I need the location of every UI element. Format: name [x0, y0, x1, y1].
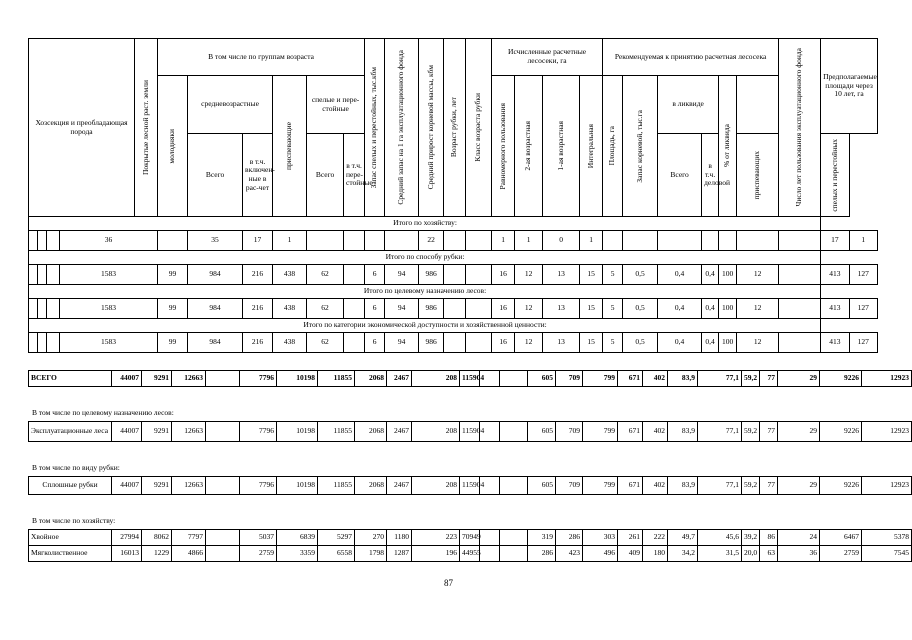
- value-cell: [719, 231, 737, 251]
- value-cell: 9291: [142, 422, 172, 442]
- col-middle-incl: в т.ч. включен-ные в рас-чет: [243, 134, 273, 217]
- value-cell: 1798: [355, 546, 387, 562]
- value-cell: 1: [849, 231, 877, 251]
- value-cell: 208: [412, 371, 460, 387]
- col-rec-liquid: в ликвиде: [658, 76, 719, 134]
- value-cell: [385, 231, 419, 251]
- value-cell: 83,9: [668, 477, 698, 495]
- col-forecast-prerip: приспевающих: [737, 134, 779, 217]
- value-cell: 0,4: [658, 265, 702, 285]
- value-cell: 94: [385, 333, 419, 353]
- value-cell: [500, 422, 528, 442]
- value-cell: 22: [419, 231, 444, 251]
- empty-cell: [38, 265, 47, 285]
- empty-cell: [29, 265, 38, 285]
- value-cell: 409: [618, 546, 643, 562]
- col-years: Число лет пользования эксплуатационного фонда: [779, 39, 821, 217]
- value-cell: 77: [760, 477, 778, 495]
- section-title: Итого по категории экономической доступности и хозяйственной ценности:: [29, 319, 821, 333]
- value-cell: 20,0: [742, 546, 760, 562]
- value-cell: 94: [385, 265, 419, 285]
- value-cell: 77,1: [698, 371, 742, 387]
- value-cell: [466, 231, 492, 251]
- value-cell: 45,6: [698, 530, 742, 546]
- value-cell: [500, 530, 528, 546]
- value-cell: 423: [556, 546, 583, 562]
- value-cell: 413: [821, 299, 849, 319]
- value-cell: 36: [778, 546, 820, 562]
- value-cell: 115904: [460, 371, 480, 387]
- value-cell: 6: [365, 333, 385, 353]
- value-cell: 16013: [112, 546, 142, 562]
- value-cell: 13: [543, 299, 580, 319]
- value-cell: 7796: [240, 477, 277, 495]
- value-cell: 70949: [460, 530, 480, 546]
- section-values-row: [29, 299, 878, 319]
- value-cell: 222: [643, 530, 668, 546]
- col-middle: средневозрастные: [188, 76, 273, 134]
- value-cell: 9226: [820, 422, 862, 442]
- value-cell: 319: [528, 530, 556, 546]
- value-cell: [365, 231, 385, 251]
- value-cell: 1: [492, 231, 515, 251]
- total-label: ВСЕГО: [29, 371, 112, 387]
- value-cell: 0,4: [658, 333, 702, 353]
- total-row: [29, 371, 912, 387]
- value-cell: 2068: [355, 422, 387, 442]
- value-cell: [702, 231, 719, 251]
- cutting-table: [28, 476, 912, 495]
- value-cell: 31,5: [698, 546, 742, 562]
- value-cell: 12663: [172, 477, 206, 495]
- value-cell: 402: [643, 422, 668, 442]
- value-cell: 12: [515, 265, 543, 285]
- value-cell: [500, 371, 528, 387]
- value-cell: [779, 299, 821, 319]
- value-cell: 12663: [172, 371, 206, 387]
- value-cell: 402: [643, 371, 668, 387]
- value-cell: 44007: [112, 371, 142, 387]
- section-title-row: [29, 217, 878, 231]
- value-cell: 86: [760, 530, 778, 546]
- purpose-table: [28, 421, 912, 442]
- value-cell: 59,2: [742, 477, 760, 495]
- col-young: молодняки: [158, 76, 188, 217]
- col-forecast-ripe: спелых и перестойных: [821, 134, 849, 217]
- value-cell: [444, 299, 466, 319]
- value-cell: [779, 231, 821, 251]
- value-cell: 62: [307, 333, 344, 353]
- value-cell: 44007: [112, 422, 142, 442]
- summary-table: [28, 38, 878, 353]
- value-cell: [737, 231, 779, 251]
- farm-row: [29, 546, 912, 562]
- value-cell: 24: [778, 530, 820, 546]
- value-cell: [344, 299, 365, 319]
- value-cell: 9226: [820, 477, 862, 495]
- farm-label: Мягколиственное: [29, 546, 112, 562]
- value-cell: 12: [515, 299, 543, 319]
- empty-cell: [38, 231, 47, 251]
- section-title-row: [29, 251, 878, 265]
- purpose-caption: В том числе по целевому назначению лесов:: [32, 408, 174, 417]
- value-cell: 438: [273, 265, 307, 285]
- value-cell: 223: [412, 530, 460, 546]
- section-values-row: [29, 333, 878, 353]
- value-cell: [344, 333, 365, 353]
- value-cell: 0: [543, 231, 580, 251]
- value-cell: 99: [158, 299, 188, 319]
- value-cell: 984: [188, 265, 243, 285]
- section-title: Итого по целевому назначению лесов:: [29, 285, 821, 299]
- value-cell: 984: [188, 299, 243, 319]
- col-recommended: Рекомендуемая к принятию расчетная лесосека: [603, 39, 779, 76]
- cutting-caption: В том числе по виду рубки:: [32, 463, 120, 472]
- value-cell: 180: [643, 546, 668, 562]
- col-stock-ripe: Запас спелых и перестойных, тыс.кбм: [365, 39, 385, 217]
- value-cell: 216: [243, 265, 273, 285]
- value-cell: 99: [158, 333, 188, 353]
- value-cell: 127: [849, 265, 877, 285]
- col-ripe: спелые и пере-стойные: [307, 76, 365, 134]
- value-cell: 3359: [277, 546, 318, 562]
- value-cell: 671: [618, 371, 643, 387]
- col-rec-pct: % от ликвида: [719, 76, 737, 217]
- value-cell: [206, 422, 240, 442]
- value-cell: 29: [778, 422, 820, 442]
- value-cell: 986: [419, 299, 444, 319]
- value-cell: 49,7: [668, 530, 698, 546]
- value-cell: 29: [778, 477, 820, 495]
- value-cell: 5378: [862, 530, 912, 546]
- value-cell: 7797: [172, 530, 206, 546]
- col-rec-business: в т.ч. деловой: [702, 134, 719, 217]
- empty-cell: [47, 299, 60, 319]
- value-cell: 709: [556, 477, 583, 495]
- value-cell: 77: [760, 371, 778, 387]
- value-cell: 438: [273, 333, 307, 353]
- section-title-row: [29, 319, 878, 333]
- value-cell: 29: [778, 371, 820, 387]
- value-cell: 671: [618, 422, 643, 442]
- value-cell: 1: [515, 231, 543, 251]
- header-row-1: [29, 39, 878, 76]
- col-cut-age: Возраст рубки, лет: [444, 39, 466, 217]
- value-cell: 5037: [240, 530, 277, 546]
- value-cell: [466, 299, 492, 319]
- farm-label: Хвойное: [29, 530, 112, 546]
- section-title: Итого по способу рубки:: [29, 251, 821, 265]
- value-cell: 15: [580, 265, 603, 285]
- value-cell: 1: [273, 231, 307, 251]
- empty-cell: [38, 333, 47, 353]
- value-cell: 12: [737, 299, 779, 319]
- value-cell: 6: [365, 299, 385, 319]
- value-cell: 7796: [240, 422, 277, 442]
- col-cut-class: Класс возраста рубки: [466, 39, 492, 217]
- value-cell: 36: [60, 231, 158, 251]
- value-cell: 196: [412, 546, 460, 562]
- value-cell: 0,4: [702, 265, 719, 285]
- value-cell: 986: [419, 265, 444, 285]
- value-cell: [444, 265, 466, 285]
- value-cell: 799: [583, 422, 618, 442]
- col-avg-growth: Средний прирост корневой массы, кбм: [419, 39, 444, 217]
- value-cell: 16: [492, 265, 515, 285]
- value-cell: [444, 333, 466, 353]
- value-cell: 62: [307, 299, 344, 319]
- value-cell: 9226: [820, 371, 862, 387]
- col-rec-stock: Запас корневой, тыс.га: [623, 76, 658, 217]
- value-cell: 605: [528, 371, 556, 387]
- value-cell: 11855: [318, 422, 355, 442]
- value-cell: 17: [821, 231, 849, 251]
- col-calc-1: 1-ая возрастная: [543, 76, 580, 217]
- empty-cell: [29, 299, 38, 319]
- value-cell: 44007: [112, 477, 142, 495]
- col-forecast: Предполагаемые площади через 10 лет, га: [821, 39, 878, 134]
- col-rec-area: Площадь, га: [603, 76, 623, 217]
- value-cell: 12923: [862, 477, 912, 495]
- col-calc-integral: Интегральная: [580, 76, 603, 217]
- value-cell: [206, 477, 240, 495]
- value-cell: 216: [243, 299, 273, 319]
- value-cell: 8062: [142, 530, 172, 546]
- value-cell: 2759: [820, 546, 862, 562]
- col-area: Покрытые лесной раст. земли: [135, 39, 158, 217]
- value-cell: 12: [737, 333, 779, 353]
- value-cell: 270: [355, 530, 387, 546]
- value-cell: 100: [719, 333, 737, 353]
- value-cell: 59,2: [742, 422, 760, 442]
- value-cell: 63: [760, 546, 778, 562]
- col-age-groups: В том числе по группам возраста: [158, 39, 365, 76]
- value-cell: 39,2: [742, 530, 760, 546]
- value-cell: 100: [719, 299, 737, 319]
- value-cell: 7796: [240, 371, 277, 387]
- value-cell: 44955: [460, 546, 480, 562]
- empty-cell: [47, 231, 60, 251]
- value-cell: 0,5: [623, 333, 658, 353]
- empty-cell: [38, 299, 47, 319]
- value-cell: [779, 333, 821, 353]
- value-cell: 2467: [387, 477, 412, 495]
- value-cell: 2068: [355, 477, 387, 495]
- value-cell: 4866: [172, 546, 206, 562]
- col-ripe-incl: в т.ч. пере-стойные: [344, 134, 365, 217]
- value-cell: 15: [580, 333, 603, 353]
- section-values-row: [29, 265, 878, 285]
- value-cell: 77,1: [698, 422, 742, 442]
- value-cell: [658, 231, 702, 251]
- value-cell: 11855: [318, 477, 355, 495]
- purpose-row: [29, 422, 912, 442]
- total-table: [28, 370, 912, 387]
- farm-table: [28, 529, 912, 562]
- value-cell: 216: [243, 333, 273, 353]
- value-cell: 5: [603, 265, 623, 285]
- value-cell: 16: [492, 333, 515, 353]
- value-cell: 2467: [387, 371, 412, 387]
- value-cell: 83,9: [668, 422, 698, 442]
- value-cell: [500, 546, 528, 562]
- empty-cell: [29, 333, 38, 353]
- value-cell: [344, 231, 365, 251]
- col-middle-total: Всего: [188, 134, 243, 217]
- value-cell: 496: [583, 546, 618, 562]
- value-cell: [500, 477, 528, 495]
- value-cell: 286: [528, 546, 556, 562]
- value-cell: [206, 530, 240, 546]
- value-cell: [623, 231, 658, 251]
- purpose-label: Эксплуатационные леса: [29, 422, 112, 442]
- value-cell: 115904: [460, 422, 480, 442]
- value-cell: 6: [365, 265, 385, 285]
- value-cell: 1583: [60, 333, 158, 353]
- empty-cell: [47, 333, 60, 353]
- value-cell: 303: [583, 530, 618, 546]
- value-cell: 986: [419, 333, 444, 353]
- value-cell: 605: [528, 422, 556, 442]
- value-cell: 127: [849, 333, 877, 353]
- value-cell: 17: [243, 231, 273, 251]
- value-cell: 1583: [60, 265, 158, 285]
- value-cell: 5297: [318, 530, 355, 546]
- value-cell: 438: [273, 299, 307, 319]
- value-cell: 413: [821, 333, 849, 353]
- value-cell: 12923: [862, 422, 912, 442]
- value-cell: [158, 231, 188, 251]
- cutting-row: [29, 477, 912, 495]
- value-cell: 1583: [60, 299, 158, 319]
- value-cell: 402: [643, 477, 668, 495]
- value-cell: 94: [385, 299, 419, 319]
- value-cell: [603, 231, 623, 251]
- value-cell: [466, 333, 492, 353]
- empty-cell: [29, 231, 38, 251]
- value-cell: 2068: [355, 371, 387, 387]
- farm-row: [29, 530, 912, 546]
- value-cell: 605: [528, 477, 556, 495]
- value-cell: 35: [188, 231, 243, 251]
- value-cell: 16: [492, 299, 515, 319]
- value-cell: 1180: [387, 530, 412, 546]
- col-calc-2: 2-ая возрастная: [515, 76, 543, 217]
- value-cell: 208: [412, 422, 460, 442]
- value-cell: 0,5: [623, 265, 658, 285]
- value-cell: 286: [556, 530, 583, 546]
- value-cell: 10198: [277, 371, 318, 387]
- col-farm: Хозсекция и преобладающая порода: [29, 39, 135, 217]
- value-cell: 984: [188, 333, 243, 353]
- empty-cell: [47, 265, 60, 285]
- value-cell: 59,2: [742, 371, 760, 387]
- value-cell: 5: [603, 299, 623, 319]
- value-cell: 10198: [277, 477, 318, 495]
- value-cell: 11855: [318, 371, 355, 387]
- farm-caption: В том числе по хозяйству:: [32, 516, 116, 525]
- value-cell: 671: [618, 477, 643, 495]
- value-cell: 1: [580, 231, 603, 251]
- value-cell: 100: [719, 265, 737, 285]
- value-cell: 6467: [820, 530, 862, 546]
- col-calc: Исчисленные расчетные лесосеки, га: [492, 39, 603, 76]
- value-cell: 12: [737, 265, 779, 285]
- value-cell: 0,4: [702, 299, 719, 319]
- value-cell: 9291: [142, 477, 172, 495]
- section-values-row: [29, 231, 878, 251]
- col-prerip: приспевающие: [273, 76, 307, 217]
- value-cell: 34,2: [668, 546, 698, 562]
- value-cell: 10198: [277, 422, 318, 442]
- value-cell: [480, 546, 500, 562]
- value-cell: 15: [580, 299, 603, 319]
- value-cell: 77,1: [698, 477, 742, 495]
- value-cell: [344, 265, 365, 285]
- value-cell: [206, 546, 240, 562]
- value-cell: 799: [583, 371, 618, 387]
- value-cell: 115904: [460, 477, 480, 495]
- value-cell: 13: [543, 333, 580, 353]
- value-cell: 709: [556, 371, 583, 387]
- value-cell: 0,4: [702, 333, 719, 353]
- value-cell: 99: [158, 265, 188, 285]
- value-cell: [466, 265, 492, 285]
- col-avg-stock: Средний запас на 1 га эксплуатационного фонда: [385, 39, 419, 217]
- value-cell: 0,4: [658, 299, 702, 319]
- value-cell: 208: [412, 477, 460, 495]
- value-cell: [206, 371, 240, 387]
- value-cell: 62: [307, 265, 344, 285]
- value-cell: 12663: [172, 422, 206, 442]
- cutting-label: Сплошные рубки: [29, 477, 112, 495]
- value-cell: [480, 530, 500, 546]
- col-ripe-total: Всего: [307, 134, 344, 217]
- value-cell: 127: [849, 299, 877, 319]
- value-cell: 261: [618, 530, 643, 546]
- value-cell: 5: [603, 333, 623, 353]
- value-cell: 1229: [142, 546, 172, 562]
- value-cell: [307, 231, 344, 251]
- value-cell: 7545: [862, 546, 912, 562]
- value-cell: 2467: [387, 422, 412, 442]
- value-cell: 0,5: [623, 299, 658, 319]
- value-cell: 6558: [318, 546, 355, 562]
- value-cell: 799: [583, 477, 618, 495]
- section-title: Итого по хозяйству:: [29, 217, 821, 231]
- value-cell: 9291: [142, 371, 172, 387]
- value-cell: 13: [543, 265, 580, 285]
- value-cell: 83,9: [668, 371, 698, 387]
- page-number: 87: [444, 578, 453, 588]
- value-cell: 2759: [240, 546, 277, 562]
- value-cell: 12923: [862, 371, 912, 387]
- value-cell: 27994: [112, 530, 142, 546]
- col-calc-uniform: Равномерного пользования: [492, 76, 515, 217]
- value-cell: 77: [760, 422, 778, 442]
- value-cell: 709: [556, 422, 583, 442]
- value-cell: 12: [515, 333, 543, 353]
- value-cell: [779, 265, 821, 285]
- section-title-row: [29, 285, 878, 299]
- value-cell: 1287: [387, 546, 412, 562]
- value-cell: [444, 231, 466, 251]
- value-cell: 6839: [277, 530, 318, 546]
- col-rec-total: Всего: [658, 134, 702, 217]
- value-cell: 413: [821, 265, 849, 285]
